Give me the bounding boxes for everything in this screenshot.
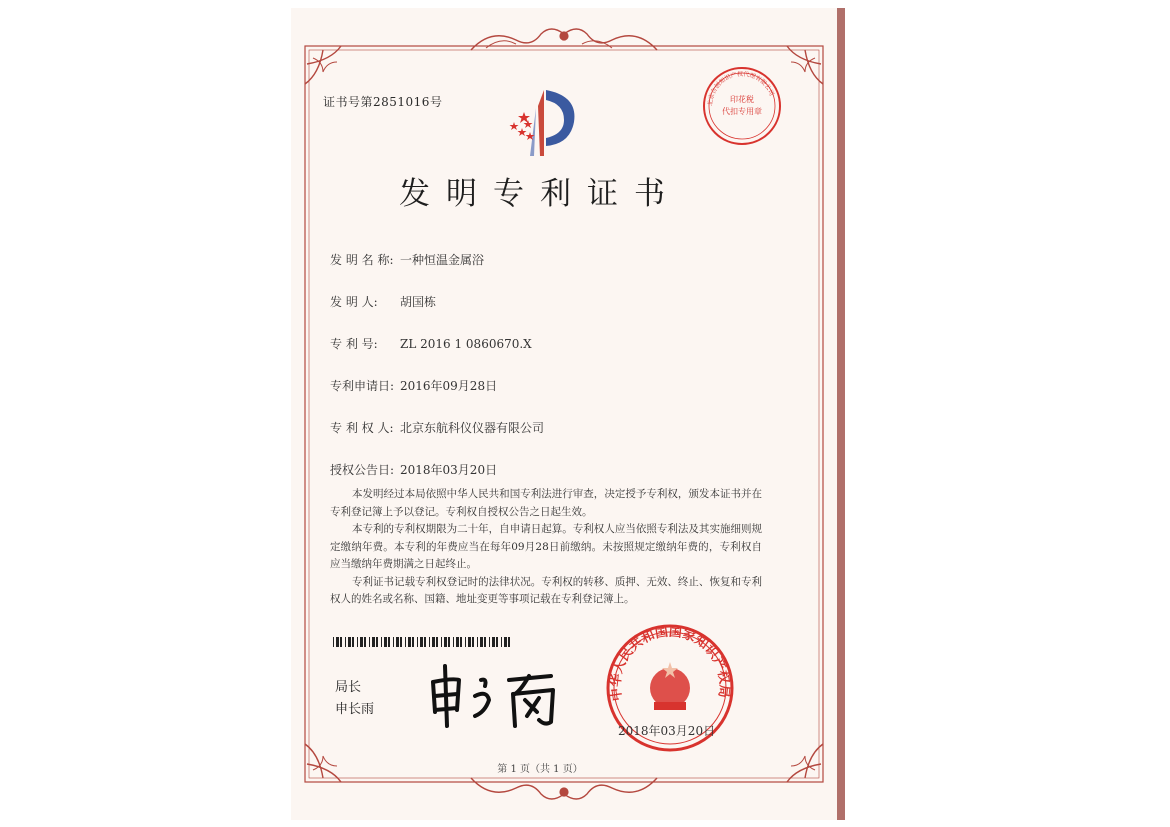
seal-text: 中华人民共和国国家知识产权局 [608,624,732,702]
director-name: 申长雨 [335,702,375,717]
agency-stamp [700,64,784,148]
body-paragraph: 本专利的专利权期限为二十年，自申请日起算。专利权人应当依照专利法及其实施细则规定缴纳年费。本专利的年费应当在每年09月28日前缴纳。未按照规定缴纳年费的，专利权自应当缴纳年费期满之日起终止。 [330,523,762,570]
field-label: 专 利 号: [330,337,378,351]
certificate-title: 发明专利证书 [399,176,681,212]
field-value: 胡国栋 [400,295,437,309]
certificate-body [330,486,762,609]
field-invention-name [330,251,484,268]
body-paragraph: 专利证书记载专利权登记时的法律状况。专利权的转移、质押、无效、终止、恢复和专利权人的姓名或名称、国籍、地址变更等事项记载在专利登记簿上。 [330,575,762,605]
field-label: 发 明 人: [330,295,378,309]
certificate-number: 证书号第2851016号 [323,95,443,109]
field-inventor [330,293,436,310]
field-label: 专 利 权 人: [330,421,394,435]
director-title: 局长 [335,680,362,695]
field-label: 授权公告日: [330,463,395,477]
paper-edge [837,8,845,820]
svg-text:北京合创知识产权代理有限公司: 北京合创知识产权代理有限公司 [706,70,776,107]
field-value: 一种恒温金属浴 [400,253,485,267]
field-label: 专利申请日: [330,379,395,393]
page-number: 第 1 页（共 1 页） [497,764,583,775]
field-label: 发 明 名 称: [330,253,394,267]
director-signature [425,660,575,732]
svg-text:印花税: 印花税 [730,95,754,104]
field-grant-date [330,461,497,478]
field-value: 2018年03月20日 [400,463,498,477]
field-value: ZL 2016 1 0860670.X [400,337,532,351]
field-application-date [330,377,497,394]
seal-date: 2018年03月20日 [618,724,716,738]
patent-office-logo-icon [500,86,580,162]
barcode [333,632,513,642]
field-patentee [330,419,544,436]
field-patent-no [330,335,532,352]
field-value: 北京东航科仪仪器有限公司 [400,421,545,435]
body-paragraph: 本发明经过本局依照中华人民共和国专利法进行审查，决定授予专利权，颁发本证书并在专利登记簿上予以登记。专利权自授权公告之日起生效。 [330,488,762,518]
svg-text:代扣专用章: 代扣专用章 [722,107,762,116]
field-value: 2016年09月28日 [400,379,498,393]
